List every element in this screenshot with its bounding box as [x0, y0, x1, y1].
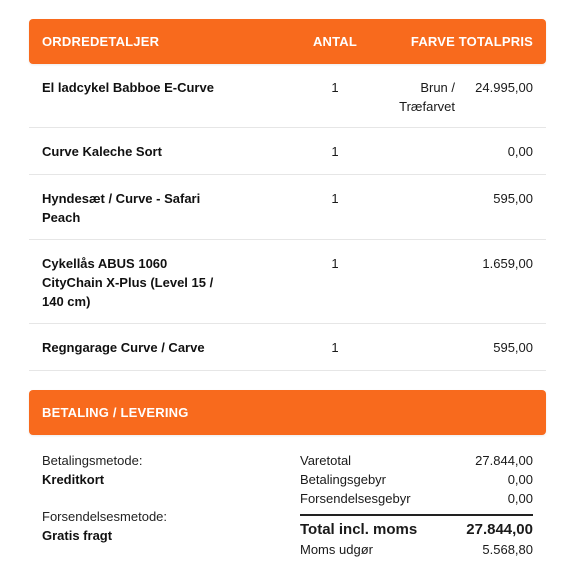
payment-delivery-header [29, 390, 546, 435]
payment-methods [29, 451, 300, 559]
order-table-header [29, 19, 546, 64]
order-row [29, 175, 546, 240]
order-row [29, 128, 546, 175]
product-total: 24.995,00 [475, 80, 533, 95]
payment-fee-label: Betalingsgebyr [300, 472, 386, 487]
shipping-fee-row [300, 489, 533, 508]
vat-label: Moms udgør [300, 542, 373, 557]
product-color: Brun / Træfarvet [399, 80, 455, 114]
vat-value: 5.568,80 [482, 542, 533, 557]
product-quantity: 1 [331, 191, 339, 206]
subtotal-row [300, 451, 533, 470]
payment-method-label: Betalingsmetode: [42, 453, 143, 468]
shipping-fee-value: 0,00 [507, 491, 533, 506]
shipping-fee-label: Forsendelsesgebyr [300, 491, 411, 506]
vat-row [300, 540, 533, 559]
product-name: Regngarage Curve / Carve [42, 340, 205, 355]
payment-method-value: Kreditkort [42, 472, 105, 487]
payment-fee-row [300, 470, 533, 489]
product-quantity: 1 [331, 256, 339, 271]
subtotal-label: Varetotal [300, 453, 352, 468]
grand-total-row [300, 514, 533, 540]
product-total: 1.659,00 [482, 256, 533, 271]
header-total: TOTALPRIS [458, 34, 533, 49]
grand-total-value: 27.844,00 [466, 521, 533, 538]
product-quantity: 1 [331, 340, 339, 355]
product-name: Hyndesæt / Curve - Safari Peach [42, 191, 201, 225]
product-quantity: 1 [331, 80, 339, 95]
product-total: 595,00 [493, 191, 533, 206]
product-quantity: 1 [331, 144, 339, 159]
product-name: El ladcykel Babboe E-Curve [42, 80, 214, 95]
order-summary [300, 451, 546, 559]
product-name: Cykellås ABUS 1060 CityChain X-Plus (Level 15 / 140 cm) [42, 256, 214, 309]
shipping-method-value: Gratis fragt [42, 528, 113, 543]
order-row [29, 64, 546, 128]
header-color: FARVE [410, 34, 455, 49]
product-name: Curve Kaleche Sort [42, 144, 162, 159]
order-row [29, 324, 546, 371]
order-row [29, 240, 546, 324]
payment-delivery-section [29, 451, 546, 559]
shipping-method-label: Forsendelsesmetode: [42, 509, 168, 524]
payment-fee-value: 0,00 [507, 472, 533, 487]
subtotal-value: 27.844,00 [475, 453, 533, 468]
grand-total-label: Total incl. moms [300, 521, 418, 538]
header-quantity: ANTAL [312, 34, 358, 49]
header-product: ORDREDETALJER [42, 34, 160, 49]
order-details [29, 19, 546, 559]
product-total: 0,00 [507, 144, 533, 159]
product-total: 595,00 [493, 340, 533, 355]
payment-delivery-title: BETALING / LEVERING [42, 405, 189, 420]
